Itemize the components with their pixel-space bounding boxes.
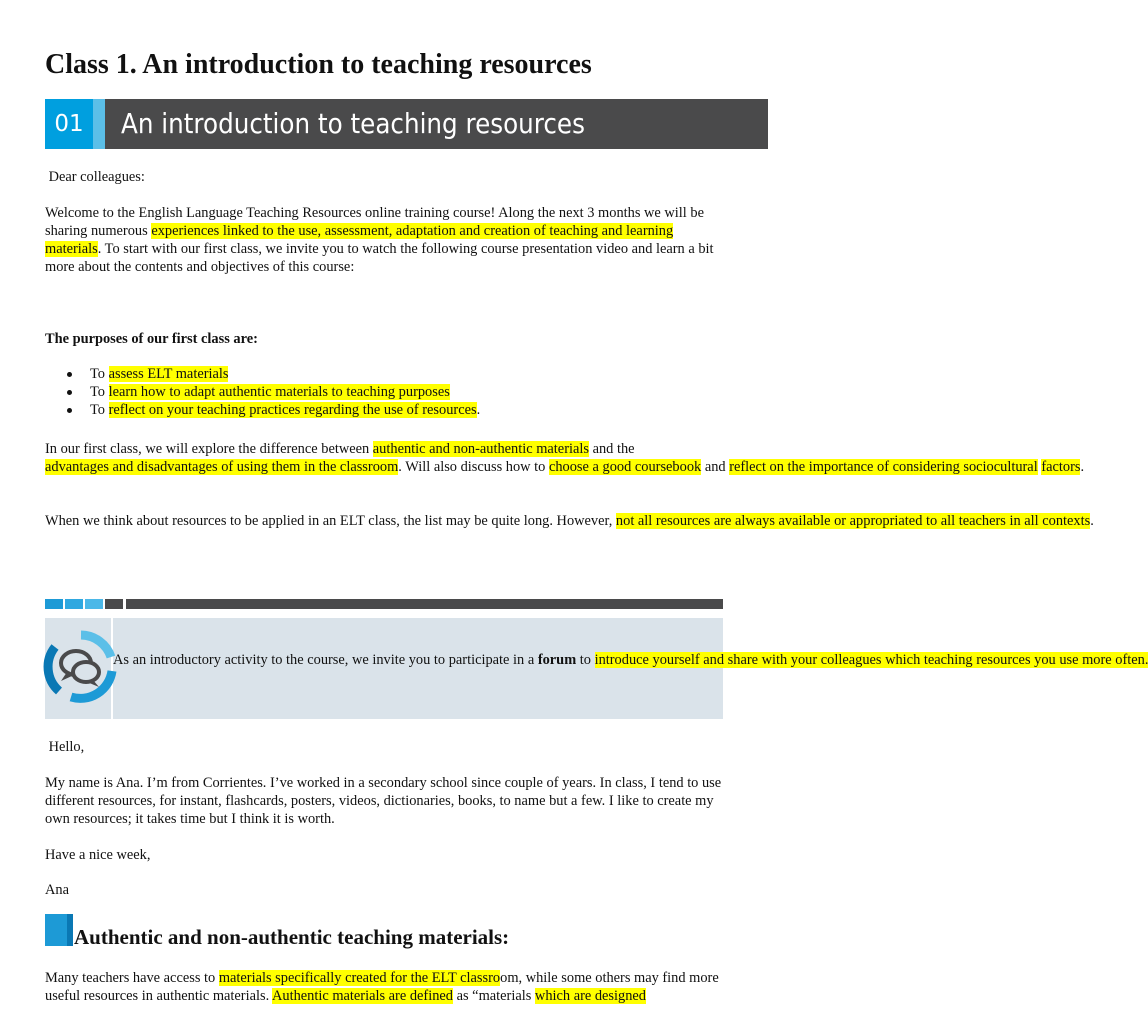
banner-number: 01	[45, 99, 93, 149]
banner-title: An introduction to teaching resources	[121, 107, 585, 140]
post-body: My name is Ana. I’m from Corrientes. I’ve worked in a secondary school since couple of years. In class, I tend to use different resources, for instant, flashcards, posters, videos, dictionaries, books, to name but a few. I like to create my own resources; it takes time but I think it is worth.	[45, 775, 722, 827]
greeting: Dear colleagues:	[48, 169, 145, 185]
intro-paragraph: Welcome to the English Language Teaching Resources online training course! Along the next 3 months we will be sharing numerous experiences linked to the use, assessment, adaptation and creation of teaching and learning materials. To start with our first class, we invite you to watch the following course presentation video and learn a bit more about the contents and objectives of this course:	[45, 205, 714, 275]
highlight: experiences linked to the use, assessment, adaptation and creation of teaching and learning materials	[45, 223, 674, 257]
list-item: To assess ELT materials	[45, 365, 725, 383]
banner-accent-stripe	[93, 99, 105, 149]
forum-keyword: forum	[537, 652, 577, 668]
post-signature: Ana	[45, 882, 69, 898]
post-closing: Have a nice week,	[45, 847, 151, 863]
activity-callout	[45, 618, 1148, 719]
activity-text: As an introductory activity to the course, we invite you to participate in a forum to introduce yourself and share with your colleagues which teaching resources you use more often.	[113, 652, 1148, 668]
list-item: To learn how to adapt authentic materials to teaching purposes	[45, 383, 725, 401]
resources-paragraph: When we think about resources to be applied in an ELT class, the list may be quite long. However, not all resources are always available or appropriated to all teachers in all contexts.	[45, 513, 1094, 529]
purposes-list	[45, 365, 725, 419]
section-title: Authentic and non-authentic teaching materials:	[74, 925, 510, 949]
page-title: Class 1. An introduction to teaching resources	[45, 49, 592, 80]
post-greeting: Hello,	[48, 739, 85, 755]
materials-paragraph: In our first class, we will explore the difference between authentic and non-authentic materials and the advantages and disadvantages of using them in the classroom. Will also discuss how to choose a good coursebook and reflect on the importance of considering sociocultural factors.	[45, 441, 1085, 475]
purposes-heading: The purposes of our first class are:	[45, 331, 258, 347]
forum-chat-icon	[45, 631, 117, 703]
list-item: To reflect on your teaching practices regarding the use of resources.	[45, 401, 725, 419]
section-banner	[45, 99, 768, 149]
authentic-paragraph: Many teachers have access to materials specifically created for the ELT classroom, while some others may find more useful resources in authentic materials. Authentic materials are defined as “materials which are designed	[45, 970, 719, 1004]
heading-marker-shade	[67, 914, 73, 946]
